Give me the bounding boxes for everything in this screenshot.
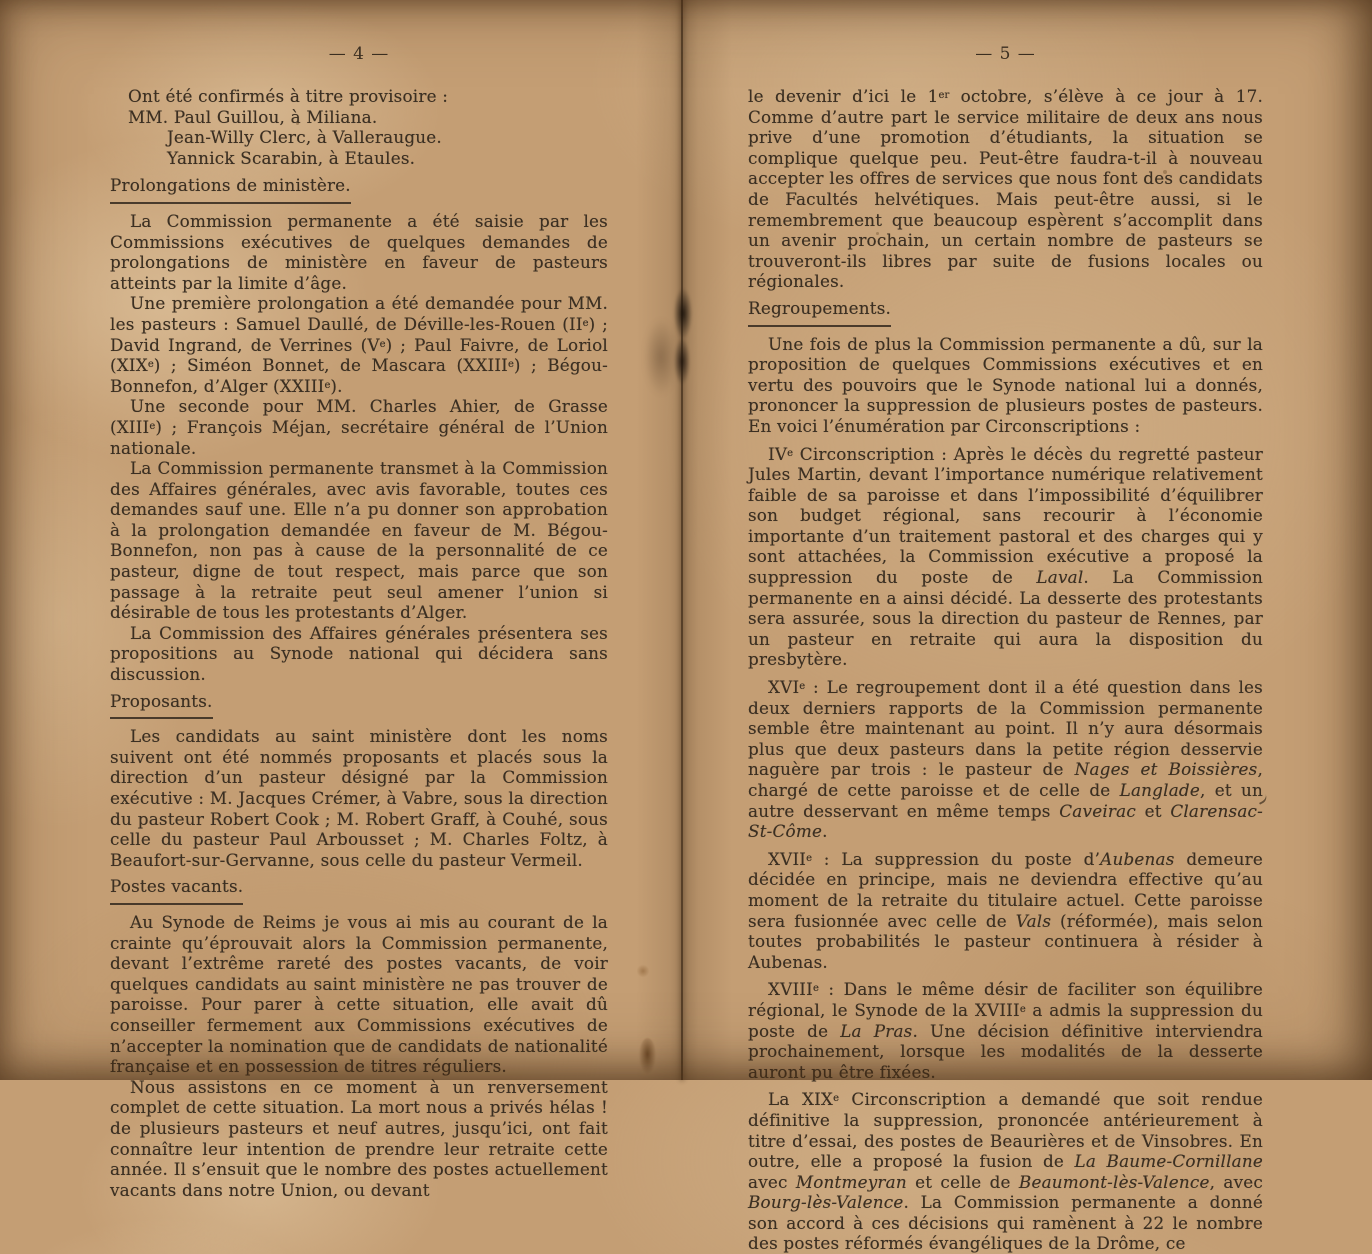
page-right-content <box>748 86 1263 1254</box>
paragraph: Au Synode de Reims je vous ai mis au courant de la crainte qu’éprouvait alors la Commission permanente, devant l’extrême rareté des postes vacants, de voir quelques candidats au saint ministère ne pas trouver de paroisse. Pour parer à cette situation, elle avait dû conseiller fermement aux Commissions exécutives de n’accepter la nomination que de candidats de nationalité française et en possession de titres réguliers. <box>110 911 608 1077</box>
page-left-content <box>110 86 608 1200</box>
section-heading <box>748 298 1263 327</box>
binding-gutter-line <box>681 0 683 1080</box>
paragraph: Une fois de plus la Commission permanente a dû, sur la proposition de quelques Commissions exécutives et en vertu des pouvoirs que le Synode national lui a donnés, prononcer la suppression de plusieurs postes de pasteurs. En voici l’énumération par Circonscriptions : <box>748 333 1263 436</box>
paragraph: Une première prolongation a été demandée pour MM. les pasteurs : Samuel Daullé, de Déville-les-Rouen (IIe) ; David Ingrand, de Verrines (Ve) ; Paul Faivre, de Loriol (XIXe) ; Siméon Bonnet, de Mascara (XXIIIe) ; Bégou-Bonnefon, d’Alger (XXIIIe). <box>110 293 608 396</box>
name-list-line: Jean-Willy Clerc, à Valleraugue. <box>167 127 442 148</box>
name-list-line: Ont été confirmés à titre provisoire : <box>128 86 449 106</box>
paragraph: IVe Circonscription : Après le décès du regretté pasteur Jules Martin, devant l’importance numérique relativement faible de sa paroisse et dans l’impossibilité d’équilibrer son budget régional, sans recourir à l’économie importante d’un traitement pastoral et des charges qui y sont attachées, la Commission exécutive a proposé la suppression du poste de Laval. La Commission permanente en a ainsi décidé. La desserte des protestants sera assurée, sous la direction du pasteur de Rennes, par un pasteur en retraite qui aura la disposition du presbytère. <box>748 443 1263 670</box>
paper-speck <box>296 122 299 125</box>
section-heading <box>110 876 608 905</box>
paper-stain-small <box>637 964 649 978</box>
paper-speck <box>1163 170 1167 174</box>
paragraph: XVIIIe : Dans le même désir de faciliter son équilibre régional, le Synode de la XVIIIe a admis la suppression du poste de La Pras. Une décision définitive interviendra prochainement, lorsque les modalités de la desserte auront pu être fixées. <box>748 979 1263 1082</box>
section-heading-text: Proposants. <box>110 691 213 720</box>
paragraph: La Commission permanente a été saisie par les Commissions exécutives de quelques demandes de prolongations de ministère en faveur de pasteurs atteints par la limite d’âge. <box>110 210 608 293</box>
paragraph: Nous assistons en ce moment à un renversement complet de cette situation. La mort nous a privés hélas ! de plusieurs pasteurs et neuf autres, jusqu’ici, ont fait connaître leur intention de prendre leur retraite cette année. Il s’ensuit que le nombre des postes actuellement vacants dans notre Union, ou devant <box>110 1076 608 1200</box>
paragraph: La Commission permanente transmet à la Commission des Affaires générales, avec avis favorable, toutes ces demandes sauf une. Elle n’a pu donner son approbation à la prolongation demandée en faveur de M. Bégou-Bonnefon, non pas à cause de la personnalité de ce pasteur, digne de tout respect, mais parce que son passage à la retraite peut seul amener l’union si désirable de tous les protestants d’Alger. <box>110 458 608 623</box>
binding-gutter-shadow <box>636 0 732 1080</box>
name-list-line: Yannick Scarabin, à Etaules. <box>167 147 416 168</box>
paper-speck <box>876 232 879 235</box>
paragraph: XVIe : Le regroupement dont il a été question dans les deux derniers rapports de la Commission permanente semble être maintenant au point. Il n’y aura désormais plus que deux pasteurs dans la petite région desservie naguère par trois : le pasteur de Nages et Boissières, chargé de cette paroisse et de celle de Langlade, et un autre desservant en même temps Caveirac et Clarensac-St-Côme. <box>748 677 1263 842</box>
name-list <box>110 86 608 168</box>
paper-stain-bottom <box>639 1038 656 1074</box>
section-heading-text: Prolongations de ministère. <box>110 175 351 204</box>
ink-stain-gutter <box>671 288 695 390</box>
paragraph: La Commission des Affaires générales présentera ses propositions au Synode national qui décidera sans discussion. <box>110 622 608 685</box>
paragraph: XVIIe : La suppression du poste d’Aubenas demeure décidée en principe, mais ne deviendra effective qu’au moment de la retraite du titulaire actuel. Cette paroisse sera fusionnée avec celle de Vals (réformée), mais selon toutes probabilités le pasteur continuera à résider à Aubenas. <box>748 848 1263 972</box>
name-list-line: MM. Paul Guillou, à Miliana. <box>128 106 378 127</box>
paragraph: La XIXe Circonscription a demandé que soit rendue définitive la suppression, prononcée antérieurement à titre d’essai, des postes de Beaurières et de Vinsobres. En outre, elle a proposé la fusion de La Baume-Cornillane avec Montmeyran et celle de Beaumont-lès-Valence, avec Bourg-lès-Valence. La Commission permanente a donné son accord à ces décisions qui ramènent à 22 le nombre des postes réformés évangéliques de la Drôme, ce <box>748 1089 1264 1254</box>
section-heading <box>110 175 608 204</box>
page-number-right: — 5 — <box>975 44 1036 64</box>
page-number-left: — 4 — <box>328 44 390 64</box>
page-right <box>748 0 1264 1254</box>
section-heading <box>110 691 608 720</box>
paragraph: Une seconde pour MM. Charles Ahier, de Grasse (XIIIe) ; François Méjan, secrétaire général de l’Union nationale. <box>110 396 608 458</box>
paragraph: le devenir d’ici le 1er octobre, s’élève à ce jour à 17. Comme d’autre part le service militaire de deux ans nous prive d’une promotion d’étudiants, la situation se complique quelque peu. Peut-être faudra-t-il à nouveau accepter les offres de services que nous font des candidats de Facultés helvétiques. Mais peut-être aussi, si le remembrement que beaucoup espèrent s’accomplit dans un avenir prochain, un certain nombre de pasteurs se trouveront-ils libres par suite de fusions locales ou régionales. <box>748 86 1263 292</box>
section-heading-text: Postes vacants. <box>110 876 243 905</box>
paragraph: Les candidats au saint ministère dont les noms suivent ont été nommés proposants et placés sous la direction d’un pasteur désigné par la Commission exécutive : M. Jacques Crémer, à Vabre, sous la direction du pasteur Robert Cook ; M. Robert Graff, à Couhé, sous celle du pasteur Paul Arbousset ; M. Charles Foltz, à Beaufort-sur-Gervanne, sous celle du pasteur Vermeil. <box>110 726 608 870</box>
section-heading-text: Regroupements. <box>748 298 891 327</box>
page-left <box>110 0 608 1200</box>
